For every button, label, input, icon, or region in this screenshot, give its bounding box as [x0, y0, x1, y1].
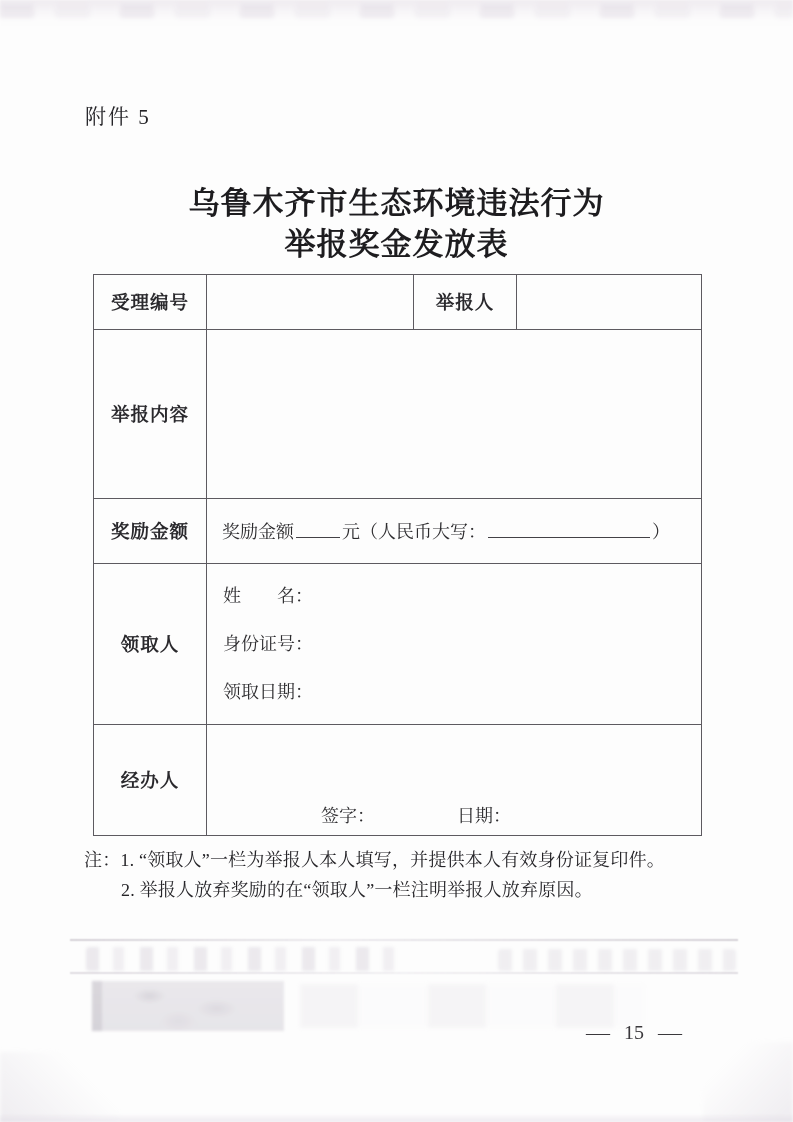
recipient-id-line: 身份证号：: [223, 634, 313, 654]
bleed-through-text-left: [86, 947, 404, 971]
table-row: [94, 564, 702, 725]
recipient-lines: [207, 585, 701, 703]
form-title: [0, 183, 793, 265]
attachment-label: 附件 5: [85, 105, 151, 129]
reporter-value-cell: [517, 275, 702, 330]
table-row: [94, 725, 702, 836]
table-row: [94, 330, 702, 499]
reporter-label: 举报人: [414, 275, 517, 330]
recipient-label: 领取人: [94, 564, 207, 725]
bleed-through-line-top: [70, 939, 738, 941]
page-number: [588, 1022, 680, 1045]
page-number-dash-left: —: [586, 1022, 610, 1044]
table-row: [94, 275, 702, 330]
bleed-through-text-right: [498, 949, 736, 971]
report-content-value-cell: [207, 330, 702, 499]
table-row: [94, 499, 702, 564]
scan-artifact-bottom-right: [703, 1042, 793, 1122]
form-title-line1: 乌鲁木齐市生态环境违法行为: [188, 186, 605, 221]
signature-label: 签字：: [321, 806, 375, 826]
amount-blank-underline: [296, 535, 340, 538]
bleed-through-line-bottom: [70, 972, 738, 974]
recipient-date-line: 领取日期：: [223, 682, 313, 702]
note-item-2: 2. 举报人放弃奖励的在“领取人”一栏注明举报人放弃原因。: [121, 879, 593, 900]
report-content-label: 举报内容: [94, 330, 207, 499]
currency-unit-text: 元（人民币大写：: [342, 522, 486, 542]
recipient-name-line: 姓 名：: [223, 586, 313, 606]
page-number-dash-right: —: [658, 1022, 682, 1044]
reward-amount-value-cell: [207, 499, 702, 564]
handler-value-cell: [207, 725, 702, 836]
note-item-1: 1. “领取人”一栏为举报人本人填写，并提供本人有效身份证复印件。: [120, 850, 665, 870]
acceptance-number-label: 受理编号: [94, 275, 207, 330]
currency-caps-blank-underline: [488, 535, 650, 538]
note-item-1-line: [84, 846, 716, 876]
scan-artifact-bottom-band: [0, 1114, 793, 1122]
scan-artifact-top-band: [0, 0, 793, 26]
notes: [84, 846, 716, 905]
date-label: 日期：: [457, 806, 511, 826]
handler-label: 经办人: [94, 725, 207, 836]
amount-prefix-text: 奖励金额: [222, 522, 294, 542]
scan-artifact-bottom-left: [0, 1052, 120, 1122]
page-number-value: 15: [624, 1022, 644, 1044]
recipient-value-cell: [207, 564, 702, 725]
notes-prefix: 注：: [84, 850, 121, 870]
close-paren-text: ）: [652, 522, 670, 542]
reward-amount-label: 奖励金额: [94, 499, 207, 564]
acceptance-number-value-cell: [207, 275, 414, 330]
reward-table: [93, 274, 702, 836]
bleed-through-blob: [92, 981, 284, 1031]
form-title-line2: 举报奖金发放表: [284, 227, 509, 262]
